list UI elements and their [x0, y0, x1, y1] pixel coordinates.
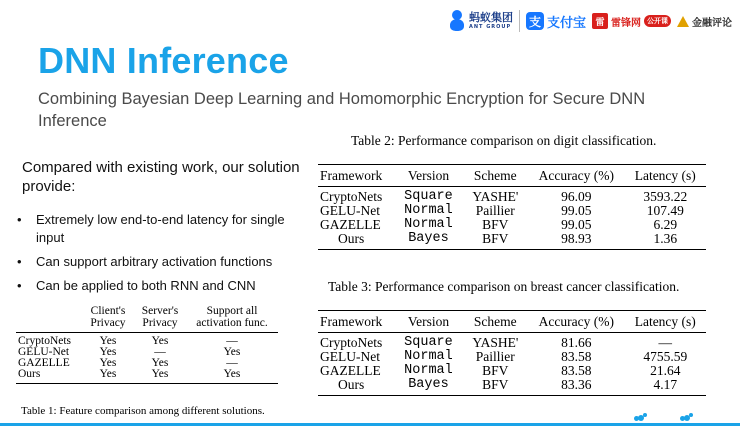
slide-subtitle: Combining Bayesian Deep Learning and Homomorphic Encryption for Secure DNN Inference: [38, 90, 646, 130]
table-cell: 3593.22: [643, 189, 688, 204]
bullet-text: Can be applied to both RNN and CNN: [36, 278, 256, 293]
table-cell: YASHE': [472, 189, 519, 204]
ant-icon: [680, 413, 692, 423]
digit-classification-table: [318, 164, 706, 250]
table-header-cell: Client's Privacy: [90, 305, 126, 329]
table-cell: Bayes: [408, 231, 449, 246]
table-row: [16, 369, 278, 384]
bullet-item: [14, 277, 314, 295]
table-cell: Normal: [404, 203, 453, 218]
table-cell: Normal: [404, 363, 453, 378]
table-cell: 83.36: [561, 377, 592, 392]
ant-group-logo: [448, 10, 513, 32]
table-cell: Ours: [338, 377, 365, 392]
table-cell: GAZELLE: [320, 363, 381, 378]
table-header-cell: Version: [407, 168, 450, 183]
jinrong-logo: [677, 14, 732, 29]
table-row: [318, 364, 706, 378]
table-cell: 96.09: [561, 189, 592, 204]
table-cell: 4.17: [653, 377, 678, 392]
table-row: [318, 232, 706, 250]
leifeng-icon: 雷: [592, 13, 608, 29]
table-cell: 107.49: [646, 203, 684, 218]
table-cell: Normal: [404, 217, 453, 232]
header-logos: [448, 6, 732, 36]
footer-ant-decoration: [634, 413, 692, 423]
table-cell: Yes: [151, 368, 169, 380]
table-row: [318, 187, 706, 205]
table-cell: Bayes: [408, 377, 449, 392]
ant-icon: [448, 10, 466, 32]
table-cell: CryptoNets: [320, 335, 383, 350]
bullet-dot-icon: •: [17, 278, 22, 293]
table-header-cell: Latency (s): [634, 314, 696, 329]
table-cell: CryptoNets: [320, 189, 383, 204]
table-cell: —: [658, 335, 672, 350]
intro-text: Compared with existing work, our solution provide:: [22, 159, 300, 195]
table-cell: Square: [404, 335, 453, 350]
alipay-logo-text: 支付宝: [546, 15, 586, 31]
table-cell: YASHE': [472, 335, 519, 350]
table-cell: Yes: [99, 357, 117, 369]
table-cell: Ours: [338, 231, 365, 246]
table-cell: Paillier: [475, 349, 515, 364]
feature-comparison-table: [16, 303, 278, 384]
table-header-cell: Server's Privacy: [141, 305, 179, 329]
jinrong-logo-text: 金融评论: [692, 17, 732, 29]
table-cell: Yes: [223, 346, 241, 358]
table-row: [318, 333, 706, 351]
bullet-item: [14, 211, 314, 247]
table-cell: Yes: [223, 368, 241, 380]
table-header-cell: Accuracy (%): [538, 314, 614, 329]
table-cell: 1.36: [653, 231, 678, 246]
bullet-dot-icon: •: [17, 254, 22, 269]
alipay-logo: [526, 12, 586, 31]
ant-icon: [634, 413, 646, 423]
bullet-text: Extremely low end-to-end latency for single input: [36, 212, 285, 245]
table-header-cell: Latency (s): [634, 168, 696, 183]
table-cell: Yes: [99, 346, 117, 358]
bullet-item: [14, 253, 314, 271]
table-cell: 83.58: [561, 349, 592, 364]
table-cell: 81.66: [561, 335, 592, 350]
table-cell: 83.58: [561, 363, 592, 378]
table-cell: 99.05: [561, 217, 592, 232]
table-cell: BFV: [482, 231, 509, 246]
table-cell: BFV: [482, 217, 509, 232]
table-cell: Square: [404, 189, 453, 204]
table-cell: —: [226, 357, 238, 369]
table-cell: —: [226, 335, 238, 347]
table-header-row: [16, 303, 278, 333]
table-cell: 4755.59: [643, 349, 688, 364]
table-cell: GELU-Net: [320, 203, 380, 218]
leifeng-badge: 公开课: [644, 15, 671, 27]
table-cell: Normal: [404, 349, 453, 364]
table-cell: BFV: [482, 363, 509, 378]
feature-bullets: [14, 211, 314, 301]
table-header-cell: [16, 303, 82, 333]
table-cell: GELU-Net: [320, 349, 380, 364]
table-cell: Ours: [18, 368, 41, 380]
table-cell: Yes: [99, 368, 117, 380]
table-row: [318, 378, 706, 396]
table-header-cell: Accuracy (%): [538, 168, 614, 183]
table-header-row: [318, 311, 706, 333]
leifeng-logo-text: 雷锋网: [611, 17, 641, 29]
table-row: [318, 204, 706, 218]
table-cell: —: [154, 346, 166, 358]
slide-title: DNN Inference: [38, 40, 289, 81]
table-row: [318, 218, 706, 232]
table-cell: Yes: [151, 335, 169, 347]
table-cell: 21.64: [650, 363, 681, 378]
table-header-cell: Scheme: [473, 168, 517, 183]
table-row: [318, 350, 706, 364]
table-header-cell: Framework: [320, 314, 383, 329]
table-cell: BFV: [482, 377, 509, 392]
table1-caption: Table 1: Feature comparison among different solutions.: [21, 405, 265, 417]
table-cell: GAZELLE: [18, 357, 70, 369]
table-header-cell: Support all activation func.: [196, 305, 268, 329]
breast-cancer-classification-table: [318, 310, 706, 396]
table-cell: GAZELLE: [320, 217, 381, 232]
table-cell: GELU-Net: [18, 346, 70, 358]
ant-logo-en: ANT GROUP: [468, 24, 512, 30]
table-cell: 99.05: [561, 203, 592, 218]
table-cell: 6.29: [653, 217, 678, 232]
table2-caption: Table 2: Performance comparison on digit classification.: [351, 133, 657, 148]
table-header-cell: Scheme: [473, 314, 517, 329]
table-header-row: [318, 165, 706, 187]
table3-caption: Table 3: Performance comparison on breast cancer classification.: [328, 279, 680, 294]
table-cell: Yes: [151, 357, 169, 369]
table-header-cell: Framework: [320, 168, 383, 183]
bullet-dot-icon: •: [17, 212, 22, 227]
ant-logo-cn: 蚂蚁集团: [468, 11, 513, 24]
table-cell: Paillier: [475, 203, 515, 218]
leifeng-logo: [592, 13, 671, 29]
bullet-text: Can support arbitrary activation functions: [36, 254, 273, 269]
jinrong-icon: [677, 16, 689, 27]
table-row: [16, 333, 278, 348]
alipay-icon: 支: [526, 12, 544, 30]
table-cell: Yes: [99, 335, 117, 347]
table-header-cell: Version: [407, 314, 450, 329]
logo-divider: [519, 10, 520, 32]
table-cell: CryptoNets: [18, 335, 72, 347]
table-cell: 98.93: [561, 231, 592, 246]
